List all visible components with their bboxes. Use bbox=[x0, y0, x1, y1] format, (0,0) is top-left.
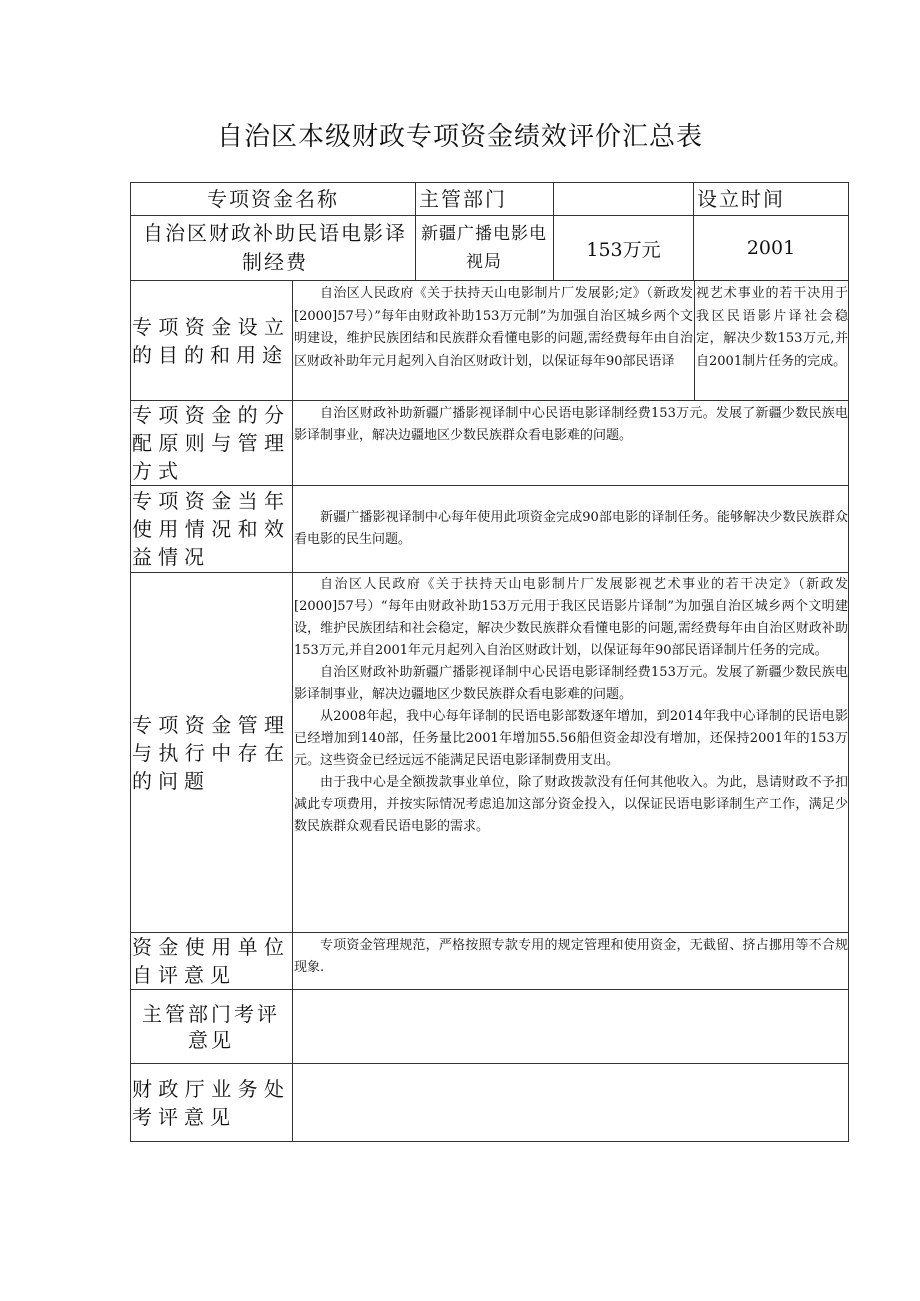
page-title: 自治区本级财政专项资金绩效评价汇总表 bbox=[216, 122, 703, 152]
self-eval-label-cell bbox=[132, 933, 290, 989]
purpose-right-cell bbox=[696, 283, 848, 399]
self-eval-text: 专项资金管理规范，严格按照专款专用的规定管理和使用资金，无截留、挤占挪用等不合规现象. bbox=[294, 938, 848, 975]
dept-eval-label-cell bbox=[132, 990, 290, 1063]
problems-label: 专项资金管理与执行中存在的问题 bbox=[132, 712, 290, 793]
fund-name-header: 专项资金名称 bbox=[207, 187, 339, 211]
purpose-right-text: 视艺术事业的若干决用于我区民语影片译社会稳定，解决少数153万元,并自2001制片任务的完成。 bbox=[696, 286, 848, 369]
problems-cell bbox=[294, 574, 848, 931]
purpose-label-cell bbox=[132, 281, 290, 400]
usage-cell bbox=[294, 486, 848, 572]
finance-eval-label-cell bbox=[132, 1064, 290, 1141]
purpose-label: 专项资金设立的目的和用途 bbox=[132, 314, 290, 367]
dept-value: 新疆广播电影电视局 bbox=[421, 224, 547, 272]
dept-eval-cell bbox=[294, 990, 848, 1063]
self-eval-label: 资金使用单位自评意见 bbox=[132, 935, 290, 987]
year-value: 2001 bbox=[746, 237, 796, 259]
usage-text: 新疆广播影视译制中心每年使用此项资金完成90部电影的译制任务。能够解决少数民族群众看电影的民生问题。 bbox=[294, 510, 848, 547]
dept-header: 主管部门 bbox=[419, 187, 507, 211]
finance-eval-cell bbox=[294, 1064, 848, 1141]
finance-eval-label: 财政厅业务处考评意见 bbox=[132, 1076, 290, 1129]
problems-paragraph-3: 从2008年起，我中心每年译制的民语电影部数逐年增加，到2014年我中心译制的民语电影已经增加到140部，任务量比2001年增加55.56船但资金却没有增加，还保持2001年的153万元。这些资金已经远远不能满足民语电影译制费用支出。 bbox=[294, 709, 848, 768]
distribution-label-cell bbox=[132, 401, 290, 485]
problems-paragraph-4: 由于我中心是全额拨款事业单位，除了财政拨款没有任何其他收入。为此，恳请财政不予扣减此专项费用，并按实际情况考虑追加这部分资金投入，以保证民语电影译制生产工作，满足少数民族群众观看民语电影的需求。 bbox=[294, 775, 848, 834]
problems-label-cell bbox=[132, 573, 290, 932]
purpose-left-cell bbox=[294, 283, 693, 399]
fund-name-value: 自治区财政补助民语电影译制经费 bbox=[143, 221, 407, 274]
distribution-label: 专项资金的分配原则与管理方式 bbox=[132, 403, 290, 483]
setup-time-header: 设立时间 bbox=[697, 187, 785, 211]
distribution-text: 自治区财政补助新疆广播影视译制中心民语电影译制经费153万元。发展了新疆少数民族电影译制事业，解决边疆地区少数民族群众看电影难的问题。 bbox=[294, 406, 848, 443]
problems-paragraph-1: 自治区人民政府《关于扶持天山电影制片厂发展影视艺术事业的若干决定》（新政发[2000]57号）“每年由财政补助153万元用于我区民语影片译制”为加强自治区城乡两个文明建设，维护民族团结和社会稳定，解决少数民族群众看懂电影的问题,需经费每年由自治区财政补助153万元,并自2001年元月起列入自治区财政计划，以保证每年90部民语译制片任务的完成。 bbox=[294, 577, 848, 658]
purpose-left-text: 自治区人民政府《关于扶持天山电影制片厂发展影;定》（新政发[2000]57号）”每年由财政补助153万元制”为加强自治区城乡两个文明建设，维护民族团结和民族群众看懂电影的问题,需经费每年由自治区财政补助年元月起列入自治区财政计划，以保证每年90部民语译 bbox=[294, 286, 693, 369]
problems-paragraph-2: 自治区财政补助新疆广播影视译制中心民语电影译制经费153万元。发展了新疆少数民族电影译制事业，解决边疆地区少数民族群众看电影难的问题。 bbox=[294, 665, 848, 702]
usage-label-cell bbox=[132, 486, 290, 572]
self-eval-cell bbox=[294, 935, 848, 988]
dept-eval-label: 主管部门考评意见 bbox=[142, 1001, 280, 1052]
blank-header bbox=[554, 183, 693, 215]
amount-value: 153万元 bbox=[586, 238, 661, 261]
distribution-cell bbox=[294, 403, 848, 483]
usage-label: 专项资金当年使用情况和效益情况 bbox=[132, 489, 290, 569]
